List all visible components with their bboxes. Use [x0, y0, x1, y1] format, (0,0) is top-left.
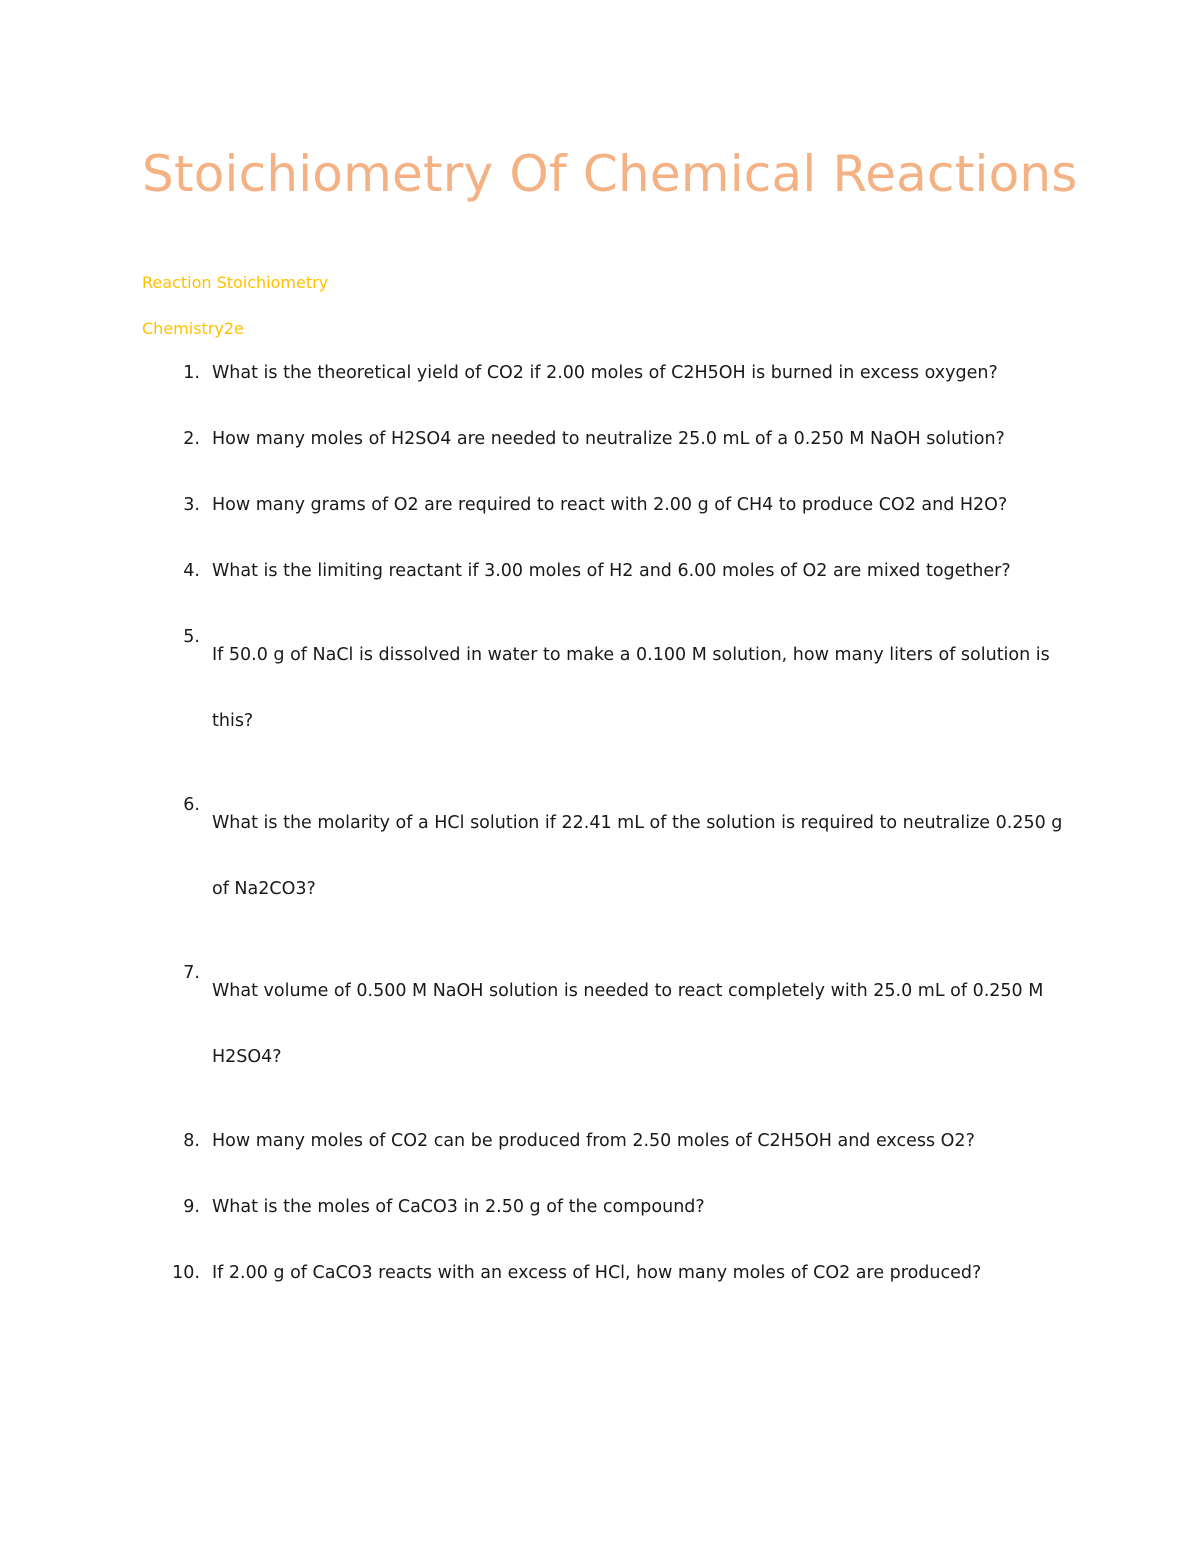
question-text: What volume of 0.500 M NaOH solution is needed to react completely with 25.0 mL of 0.250 M H2SO4? [212, 981, 1044, 1067]
question-number: 2. [183, 429, 200, 449]
question-item [142, 556, 1072, 586]
question-number: 9. [183, 1197, 200, 1217]
question-item [142, 358, 1072, 388]
question-text: If 50.0 g of NaCl is dissolved in water to make a 0.100 M solution, how many liters of solution is this? [212, 645, 1050, 731]
question-number: 7. [183, 963, 200, 983]
question-text: What is the limiting reactant if 3.00 moles of H2 and 6.00 moles of O2 are mixed together? [212, 561, 1011, 581]
question-item [142, 1258, 1072, 1288]
question-item [142, 424, 1072, 454]
question-text: If 2.00 g of CaCO3 reacts with an excess of HCl, how many moles of CO2 are produced? [212, 1263, 982, 1283]
question-number: 3. [183, 495, 200, 515]
question-number: 4. [183, 561, 200, 581]
question-list [142, 358, 1072, 1324]
document-source: Chemistry2e [142, 319, 244, 338]
question-number: 5. [183, 627, 200, 647]
question-item [142, 790, 1072, 922]
question-item [142, 1126, 1072, 1156]
question-item [142, 958, 1072, 1090]
question-number: 6. [183, 795, 200, 815]
question-number: 8. [183, 1131, 200, 1151]
question-text: What is the molarity of a HCl solution if 22.41 mL of the solution is required to neutralize 0.250 g of Na2CO3? [212, 813, 1063, 899]
question-item [142, 490, 1072, 520]
question-number: 10. [172, 1263, 200, 1283]
question-number: 1. [183, 363, 200, 383]
question-text: What is the theoretical yield of CO2 if 2.00 moles of C2H5OH is burned in excess oxygen? [212, 363, 998, 383]
question-item [142, 622, 1072, 754]
question-text: How many moles of CO2 can be produced from 2.50 moles of C2H5OH and excess O2? [212, 1131, 975, 1151]
question-text: How many grams of O2 are required to react with 2.00 g of CH4 to produce CO2 and H2O? [212, 495, 1008, 515]
question-text: What is the moles of CaCO3 in 2.50 g of the compound? [212, 1197, 705, 1217]
document-subtitle: Reaction Stoichiometry [142, 273, 329, 292]
document-title: Stoichiometry Of Chemical Reactions [142, 145, 1078, 203]
question-item [142, 1192, 1072, 1222]
question-text: How many moles of H2SO4 are needed to neutralize 25.0 mL of a 0.250 M NaOH solution? [212, 429, 1005, 449]
